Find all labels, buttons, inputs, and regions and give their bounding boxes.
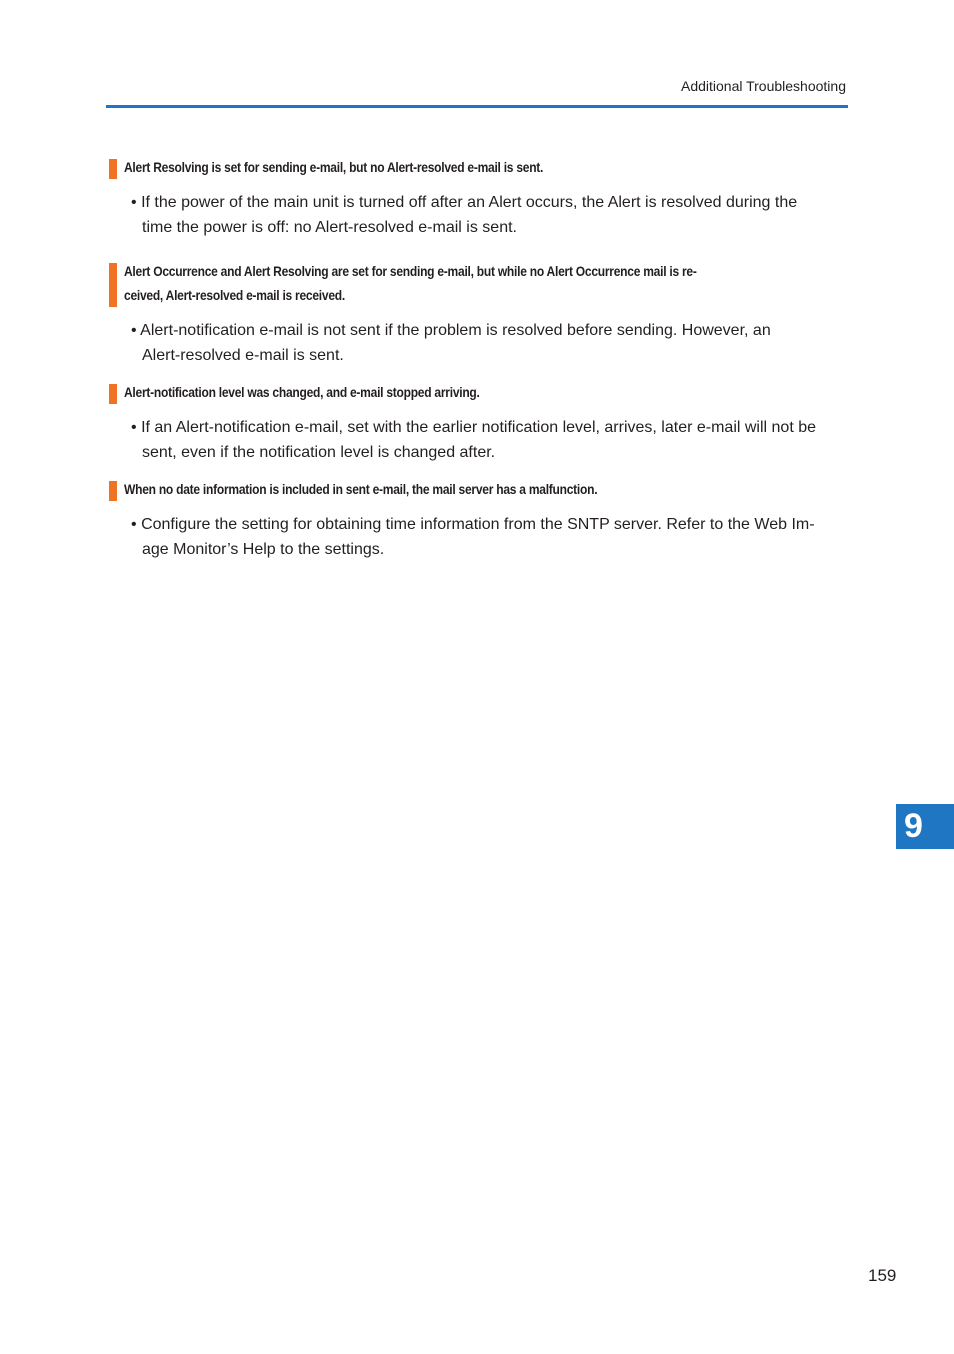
bullet-line	[131, 318, 838, 343]
bullet-text: If an Alert-notification e-mail, set with the earlier notification level, arrives, later e-mail will not be	[141, 419, 817, 436]
bullet-line: Alert-resolved e-mail is sent.	[142, 347, 344, 364]
heading-marker	[109, 159, 117, 179]
page-content	[108, 155, 838, 562]
section-heading: When no date information is included in sent e-mail, the mail server has a malfunction.	[108, 477, 838, 501]
list-item	[108, 415, 838, 465]
heading-marker	[109, 263, 117, 307]
heading-marker	[109, 384, 117, 404]
list-item	[108, 318, 838, 368]
section-heading: Alert-notification level was changed, and e-mail stopped arriving.	[108, 380, 838, 404]
bullet-line: age Monitor’s Help to the settings.	[142, 541, 385, 558]
bullet-glyph: •	[131, 419, 137, 436]
bullet-text: If the power of the main unit is turned off after an Alert occurs, the Alert is resolved during the	[141, 194, 798, 211]
bullet-line	[131, 415, 838, 440]
heading-marker	[109, 481, 117, 501]
section-heading: Alert Occurrence and Alert Resolving are set for sending e-mail, but while no Alert Occurrence mail is re- ceived, Alert-resolved e-mail is received.	[108, 259, 838, 307]
bullet-glyph: •	[131, 516, 137, 533]
running-header-title: Additional Troubleshooting	[680, 78, 846, 94]
bullet-line: time the power is off: no Alert-resolved e-mail is sent.	[142, 219, 517, 236]
bullet-line	[131, 512, 838, 537]
list-item	[108, 512, 838, 562]
bullet-glyph: •	[131, 322, 137, 339]
bullet-line: sent, even if the notification level is changed after.	[142, 444, 496, 461]
bullet-line	[131, 190, 838, 215]
bullet-text: Alert-notification e-mail is not sent if the problem is resolved before sending. However, an	[140, 322, 771, 339]
page-number: 159	[868, 1266, 897, 1285]
bullet-text: Configure the setting for obtaining time information from the SNTP server. Refer to the Web Im-	[141, 516, 815, 533]
chapter-tab: 9	[896, 804, 954, 849]
bullet-glyph: •	[131, 194, 137, 211]
section-heading: Alert Resolving is set for sending e-mail, but no Alert-resolved e-mail is sent.	[108, 155, 838, 179]
list-item	[108, 190, 838, 240]
header-rule	[106, 105, 848, 108]
